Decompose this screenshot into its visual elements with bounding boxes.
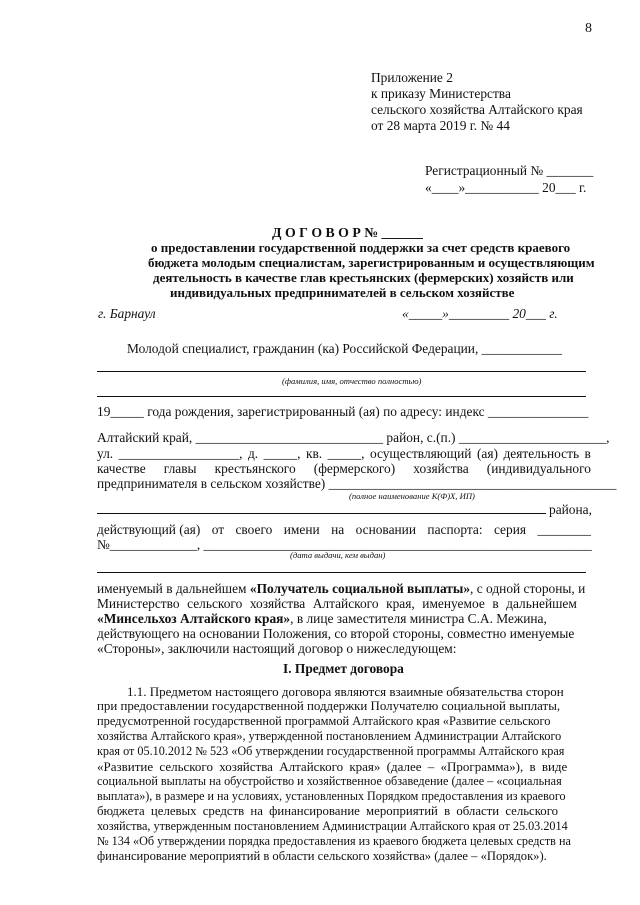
- street-word: _____,: [327, 446, 365, 461]
- contract-subtitle-4: индивидуальных предпринимателей в сельском хозяйстве: [170, 285, 515, 300]
- quality-word: качестве: [97, 461, 146, 476]
- section-line: социальной выплаты на обустройство и хозяйственное обзаведение (далее – «социальная: [97, 774, 562, 788]
- passport-word: на: [331, 522, 345, 537]
- parties-line-4: действующего на основании Положения, со второй стороны, совместно именуемые: [97, 626, 575, 641]
- street-word: __________________,: [118, 446, 243, 461]
- street-line: [97, 446, 591, 461]
- contract-subtitle-3: деятельность в качестве глав крестьянских (фермерских) хозяйств или: [153, 270, 574, 285]
- place-of-signing: г. Барнаул: [98, 306, 156, 321]
- passport-word: серия: [493, 522, 527, 537]
- section-line: при предоставлении государственной поддержки Получателю социальной выплаты,: [97, 699, 561, 713]
- contract-heading: Д О Г О В О Р № ______: [272, 225, 423, 240]
- quality-word: главы: [163, 461, 197, 476]
- passport-word: ________: [537, 522, 591, 537]
- fio-fill-line-2: [97, 396, 586, 397]
- street-word: _____,: [263, 446, 301, 461]
- fio-hint: (фамилия, имя, отчество полностью): [282, 376, 422, 386]
- ministry-term: «Минсельхоз Алтайского края»: [97, 611, 291, 626]
- parties-line-3: [97, 611, 547, 626]
- street-word: осуществляющий: [369, 446, 472, 461]
- street-word: деятельность: [503, 446, 580, 461]
- street-word: ул.: [97, 446, 114, 461]
- signing-date: «_____»_________ 20___ г.: [402, 306, 558, 321]
- appendix-line-4: от 28 марта 2019 г. № 44: [371, 118, 510, 133]
- appendix-line-3: сельского хозяйства Алтайского края: [371, 102, 583, 117]
- parties-line-5: «Стороны», заключили настоящий договор о нижеследующем:: [97, 641, 457, 656]
- appendix-line-2: к приказу Министерства: [371, 86, 511, 101]
- birth-address-line: 19_____ года рождения, зарегистрированный (ая) по адресу: индекс _______________: [97, 404, 589, 419]
- quality-word: (индивидуального: [486, 461, 591, 476]
- appendix-line-1: Приложение 2: [371, 70, 453, 85]
- contract-subtitle-1: о предоставлении государственной поддержки за счет средств краевого: [151, 240, 571, 255]
- passport-number-line: №_____________, __________________________________________________________: [97, 537, 592, 552]
- district-fill-line: [97, 513, 546, 514]
- parties-text: именуемый в дальнейшем: [97, 581, 250, 596]
- section-line: хозяйства Алтайского края», утвержденной постановлением Администрации Алтайского: [97, 729, 562, 743]
- street-word: в: [584, 446, 591, 461]
- page-number: 8: [585, 21, 592, 36]
- contract-subtitle-2: бюджета молодым специалистам, зарегистрированным и осуществляющим: [148, 255, 595, 270]
- passport-word: своего: [235, 522, 273, 537]
- issue-hint: (дата выдачи, кем выдан): [290, 550, 386, 560]
- parties-line-2: Министерство сельского хозяйства Алтайского края, именуемое в дальнейшем: [97, 596, 577, 611]
- street-word: (ая): [476, 446, 498, 461]
- quality-word: хозяйства: [413, 461, 469, 476]
- section-line: № 134 «Об утверждении порядка предоставления из краевого бюджета целевых средств на: [97, 834, 571, 848]
- section-line: бюджета целевых средств на финансирование мероприятий в области сельского: [97, 804, 559, 818]
- passport-line: [97, 522, 591, 537]
- registration-date: «____»___________ 20___ г.: [425, 180, 587, 195]
- altai-district-line: Алтайский край, ____________________________ район, с.(п.) ______________________,: [97, 430, 610, 445]
- passport-word: имени: [283, 522, 320, 537]
- issue-fill-line: [97, 572, 586, 573]
- section-line: края от 05.10.2012 № 523 «Об утверждении государственной программы Алтайского края: [97, 744, 565, 758]
- specialist-line: Молодой специалист, гражданин (ка) Российской Федерации, ____________: [127, 341, 562, 356]
- parties-line-1: [97, 581, 585, 596]
- section-line: финансирование мероприятий в области сельского хозяйства» (далее – «Порядок»).: [97, 849, 547, 863]
- street-word: д.: [247, 446, 259, 461]
- district-label: района,: [549, 502, 592, 517]
- registration-number: Регистрационный № _______: [425, 163, 594, 178]
- section-line: предусмотренной государственной программой Алтайского края «Развитие сельского: [97, 714, 551, 728]
- passport-word: паспорта:: [427, 522, 483, 537]
- section-line: выплата»), в размере и на условиях, установленных Порядком предоставления из краевого: [97, 789, 566, 803]
- quality-word: крестьянского: [214, 461, 296, 476]
- quality-word: (фермерского): [313, 461, 396, 476]
- passport-word: от: [211, 522, 225, 537]
- section-line: 1.1. Предметом настоящего договора являются взаимные обязательства сторон: [127, 684, 564, 699]
- street-word: кв.: [305, 446, 323, 461]
- passport-word: основании: [355, 522, 417, 537]
- passport-word: действующий (ая): [97, 522, 201, 537]
- entity-name-hint: (полное наименование К(Ф)Х, ИП): [349, 491, 475, 501]
- section-heading: I. Предмет договора: [283, 661, 404, 676]
- section-line: «Развитие сельского хозяйства Алтайского края» (далее – «Программа»), в виде: [97, 759, 568, 774]
- section-line: хозяйства, утвержденным постановлением Администрации Алтайского края от 25.03.2014: [97, 819, 568, 833]
- entrepreneur-line: предпринимателя в сельском хозяйстве) ___________________________________________: [97, 476, 617, 491]
- parties-text: , в лице заместителя министра С.А. Межина,: [290, 611, 547, 626]
- parties-text: , с одной стороны, и: [470, 581, 586, 596]
- recipient-term: «Получатель социальной выплаты»: [249, 581, 471, 596]
- quality-line: [97, 461, 591, 476]
- fio-fill-line: [97, 371, 586, 372]
